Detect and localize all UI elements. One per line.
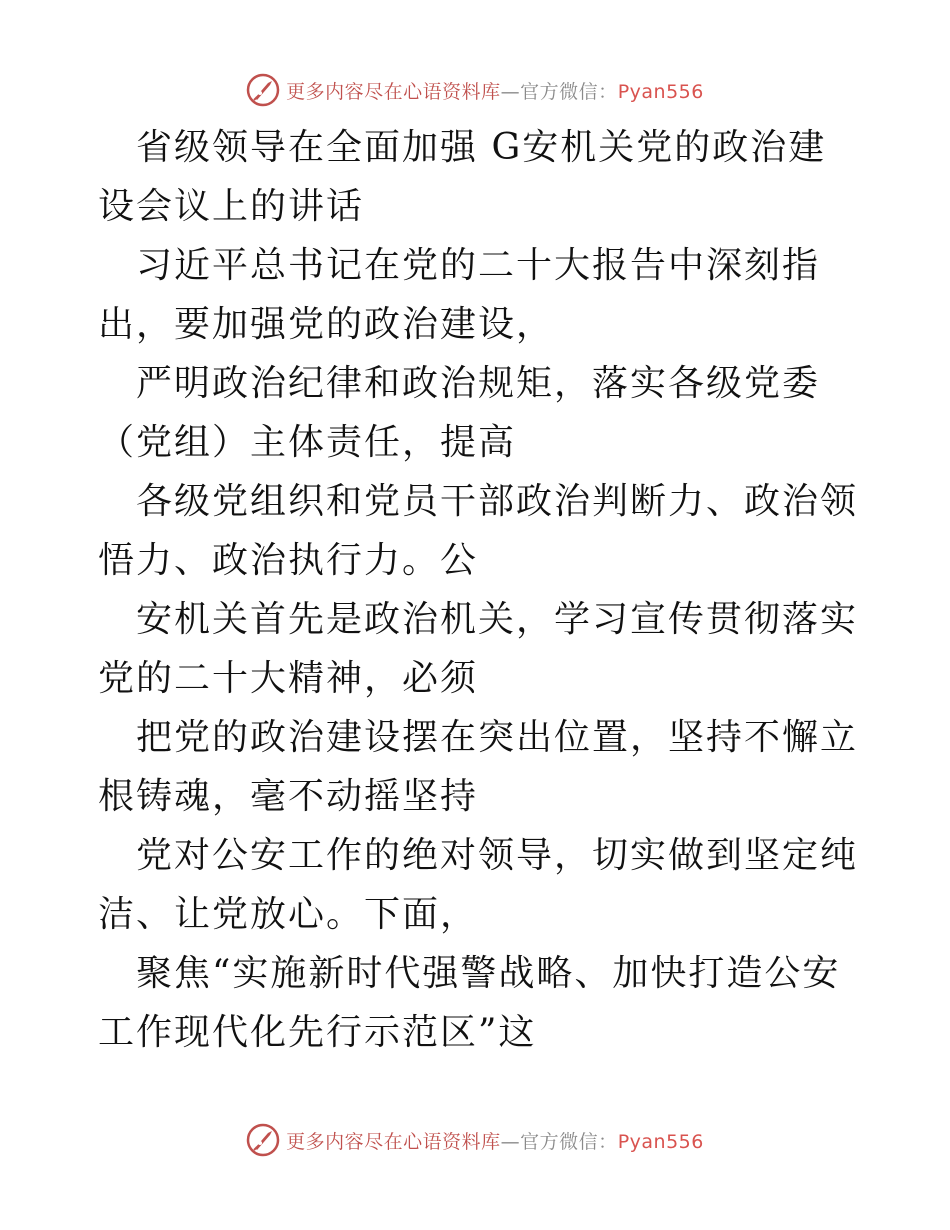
- quill-pen-logo-icon: [246, 1123, 280, 1157]
- paragraph-title: 省级领导在全面加强 G安机关党的政治建设会议上的讲话: [98, 127, 827, 227]
- paragraph: 习近平总书记在党的二十大报告中深刻指出，要加强党的政治建设，: [98, 245, 821, 345]
- watermark-wechat-id: Pyan556: [617, 80, 704, 103]
- paragraph: 严明政治纪律和政治规矩，落实各级党委（党组）主体责任，提高: [98, 363, 821, 463]
- header-watermark: [0, 70, 950, 110]
- paragraph: 党对公安工作的绝对领导，切实做到坚定纯洁、让党放心。下面，: [98, 835, 859, 935]
- watermark-main-text: 更多内容尽在心语资料库: [286, 1130, 501, 1153]
- document-body: [98, 118, 858, 1062]
- paragraph: 把党的政治建设摆在突出位置，坚持不懈立根铸魂，毫不动摇坚持: [98, 717, 859, 817]
- watermark-separator: —: [500, 1130, 521, 1153]
- watermark-wechat-id: Pyan556: [617, 1130, 704, 1153]
- quill-pen-logo-icon: [246, 73, 280, 107]
- paragraph: 安机关首先是政治机关，学习宣传贯彻落实党的二十大精神，必须: [98, 599, 859, 699]
- paragraph: 聚焦“实施新时代强警战略、加快打造公安工作现代化先行示范区”这: [98, 953, 841, 1053]
- watermark-separator: —: [500, 80, 521, 103]
- footer-watermark: [0, 1120, 950, 1160]
- watermark-main-text: 更多内容尽在心语资料库: [286, 80, 501, 103]
- watermark-label: 官方微信：: [520, 80, 618, 103]
- watermark-text: [286, 1127, 704, 1154]
- watermark-label: 官方微信：: [520, 1130, 618, 1153]
- paragraph: 各级党组织和党员干部政治判断力、政治领悟力、政治执行力。公: [98, 481, 859, 581]
- watermark-text: [286, 77, 704, 104]
